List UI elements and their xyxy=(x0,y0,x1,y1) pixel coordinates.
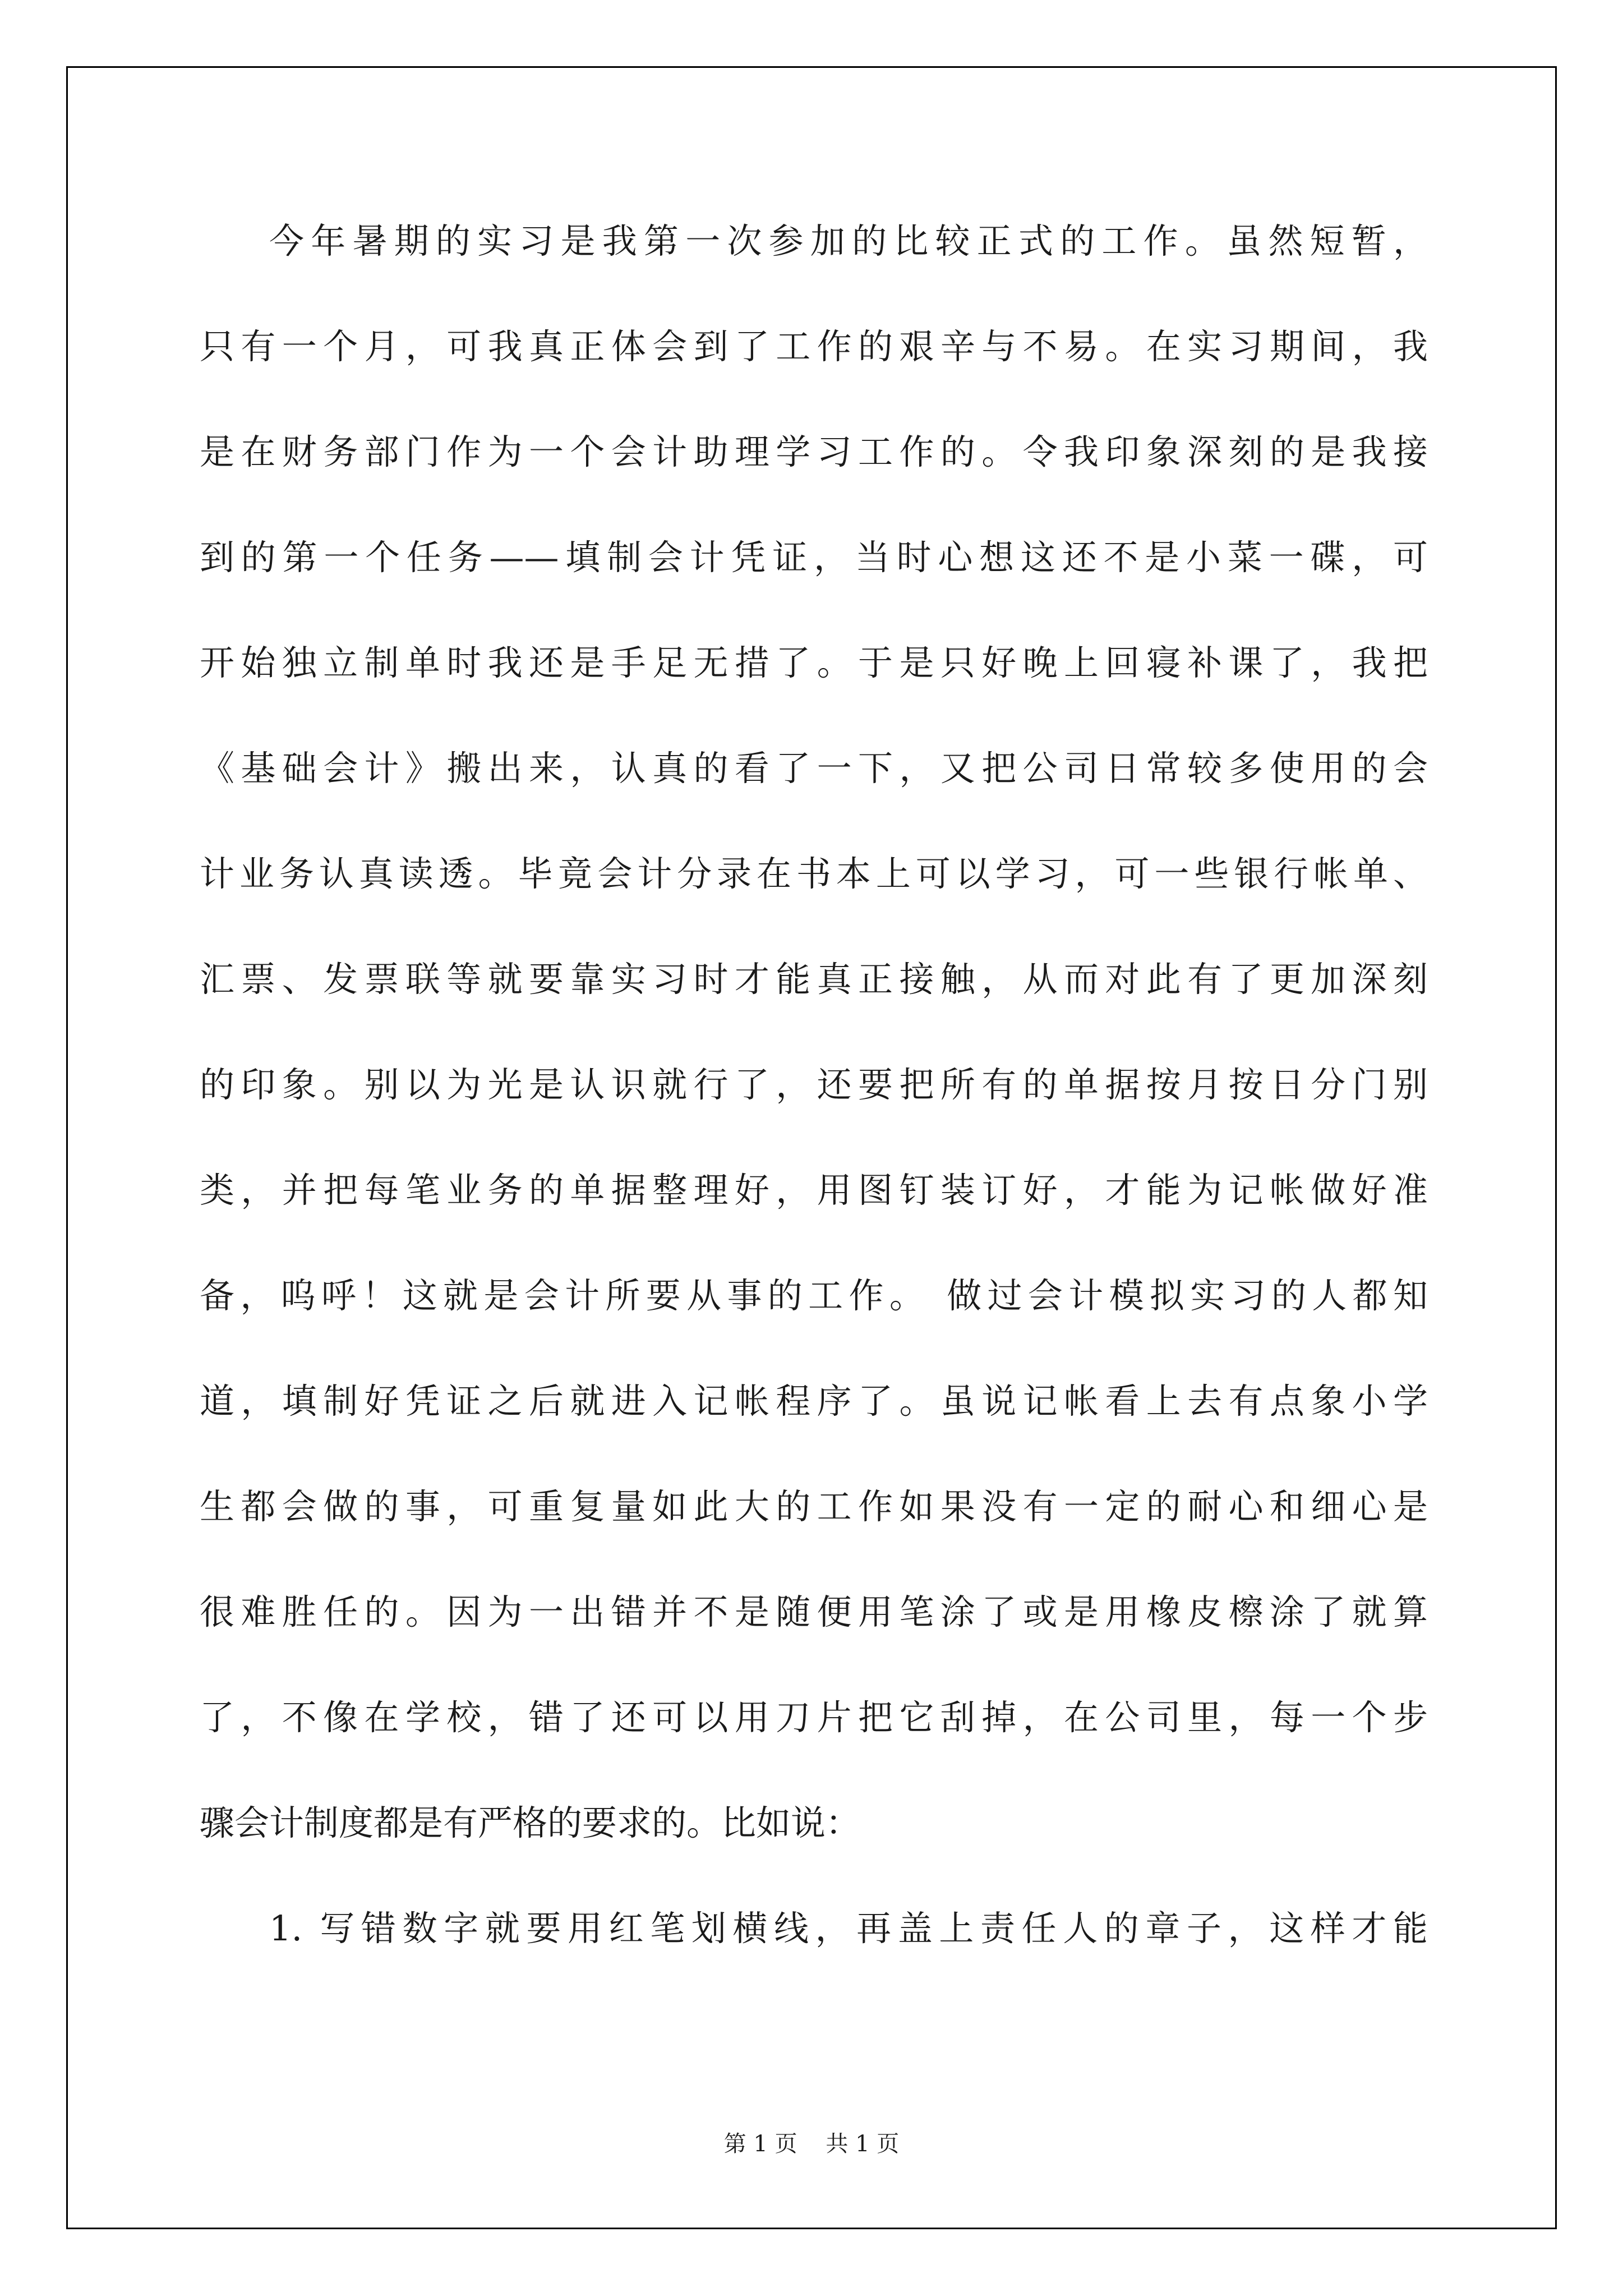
text-line: 很难胜任的。因为一出错并不是随便用笔涂了或是用橡皮檫涂了就算 xyxy=(200,1591,1428,1632)
text-line: 了，不像在学校，错了还可以用刀片把它刮掉，在公司里，每一个步 xyxy=(200,1697,1428,1738)
text-line: 类，并把每笔业务的单据整理好，用图钉装订好，才能为记帐做好准 xyxy=(200,1170,1428,1211)
text-line: 《基础会计》搬出来，认真的看了一下，又把公司日常较多使用的会 xyxy=(200,748,1428,789)
list-item-1: 1. 写错数字就要用红笔划横线，再盖上责任人的章子，这样才能 xyxy=(269,1908,1428,1949)
text-line: 到的第一个任务——填制会计凭证，当时心想这还不是小菜一碟，可 xyxy=(200,537,1428,578)
text-line: 道，填制好凭证之后就进入记帐程序了。虽说记帐看上去有点象小学 xyxy=(200,1381,1428,1421)
text-line: 计业务认真读透。毕竟会计分录在书本上可以学习，可一些银行帐单、 xyxy=(200,853,1428,894)
text-line: 只有一个月，可我真正体会到了工作的艰辛与不易。在实习期间，我 xyxy=(200,326,1428,367)
text-line: 是在财务部门作为一个会计助理学习工作的。令我印象深刻的是我接 xyxy=(200,431,1428,472)
text-line: 的印象。别以为光是认识就行了，还要把所有的单据按月按日分门别 xyxy=(200,1064,1428,1105)
text-line: 开始独立制单时我还是手足无措了。于是只好晚上回寝补课了，我把 xyxy=(200,642,1428,683)
text-line: 汇票、发票联等就要靠实习时才能真正接触，从而对此有了更加深刻 xyxy=(200,959,1428,1000)
text-line: 骤会计制度都是有严格的要求的。比如说： xyxy=(200,1802,861,1843)
page-footer: 第 1 页 共 1 页 xyxy=(723,2131,900,2157)
text-line: 备，呜呼！这就是会计所要从事的工作。 做过会计模拟实习的人都知 xyxy=(200,1275,1428,1316)
text-line: 今年暑期的实习是我第一次参加的比较正式的工作。虽然短暂， xyxy=(269,220,1428,261)
text-line: 生都会做的事，可重复量如此大的工作如果没有一定的耐心和细心是 xyxy=(200,1486,1428,1527)
document-body xyxy=(200,219,1428,2012)
